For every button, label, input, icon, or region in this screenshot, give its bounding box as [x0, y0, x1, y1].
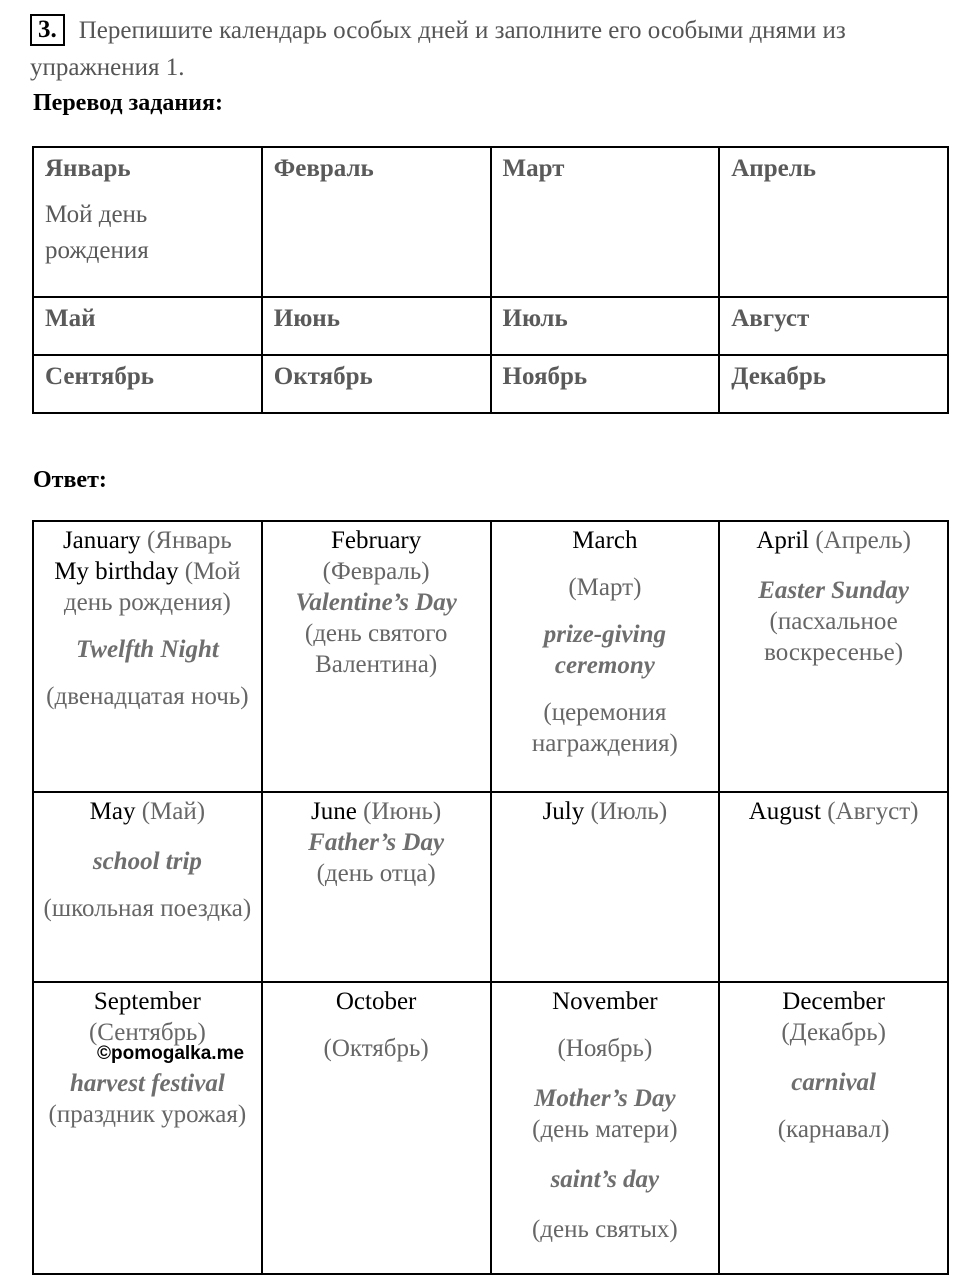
- translation-cell: [491, 297, 720, 355]
- answer-cell-april: [719, 521, 948, 792]
- answer-table: [32, 520, 949, 1275]
- event-en: school trip: [92, 848, 202, 875]
- translation-cell: [33, 297, 262, 355]
- answer-cell-march: [491, 521, 720, 792]
- event2-en: saint’s day: [550, 1166, 660, 1193]
- month-label: Февраль: [273, 155, 374, 182]
- month-ru: (Сентябрь): [88, 1019, 206, 1046]
- event-ru: (день святого Валентина): [304, 620, 448, 678]
- translation-cell: [491, 147, 720, 297]
- translation-cell: [719, 355, 948, 413]
- month-ru: (Июнь): [363, 798, 442, 825]
- task-text: [30, 12, 940, 86]
- answer-cell-october: [262, 982, 491, 1274]
- month-label: Март: [502, 155, 565, 182]
- event2-ru: (день святых): [531, 1216, 678, 1243]
- month-ru: (Февраль): [322, 558, 430, 585]
- month-label: Июль: [502, 305, 568, 332]
- month-en: January: [62, 527, 141, 554]
- month-label: Апрель: [731, 155, 816, 182]
- answer-cell-may: [33, 792, 262, 982]
- translation-cell: [33, 147, 262, 297]
- month-en: September: [93, 988, 201, 1015]
- month-ru: (Октябрь): [323, 1035, 429, 1062]
- event-ru: (карнавал): [777, 1116, 890, 1143]
- translation-cell: [719, 297, 948, 355]
- answer-cell-february: [262, 521, 491, 792]
- event-en: carnival: [791, 1069, 876, 1096]
- month-label: Январь: [45, 155, 131, 182]
- event-en: Mother’s Day: [534, 1085, 676, 1112]
- translation-cell: [262, 147, 491, 297]
- translation-cell: [719, 147, 948, 297]
- event-en: Valentine’s Day: [295, 589, 457, 616]
- month-label: Сентябрь: [45, 363, 154, 390]
- translation-heading: Перевод задания:: [33, 90, 223, 116]
- task-number: 3.: [30, 14, 65, 46]
- translation-cell: [491, 355, 720, 413]
- birthday-ru: (Мой: [184, 558, 241, 585]
- month-label: Август: [731, 305, 810, 332]
- answer-cell-june: [262, 792, 491, 982]
- month-label: Июнь: [273, 305, 340, 332]
- birthday-en: My birthday: [54, 558, 179, 585]
- month-ru: (Январь: [146, 527, 232, 554]
- month-ru: (Август): [827, 798, 919, 825]
- month-en: March: [572, 527, 638, 554]
- month-label: Октябрь: [273, 363, 373, 390]
- event-en: Easter Sunday: [758, 577, 909, 604]
- answer-cell-december: [719, 982, 948, 1274]
- event-ru: (день матери): [532, 1116, 678, 1143]
- translation-cell: [262, 355, 491, 413]
- month-en: August: [748, 798, 821, 825]
- birthday-ru-cont: день рождения): [63, 589, 231, 616]
- month-en: November: [552, 988, 658, 1015]
- translation-cell: [262, 297, 491, 355]
- month-label: Декабрь: [731, 363, 827, 390]
- answer-cell-september: [33, 982, 262, 1274]
- month-en: May: [89, 798, 136, 825]
- event-en: Twelfth Night: [75, 636, 219, 663]
- month-ru: (Май): [141, 798, 206, 825]
- event-en: harvest festival: [69, 1070, 225, 1097]
- answer-cell-november: [491, 982, 720, 1274]
- event-en: prize-giving ceremony: [543, 621, 666, 679]
- month-ru: (Апрель): [815, 527, 911, 554]
- answer-cell-august: [719, 792, 948, 982]
- month-label: Ноябрь: [502, 363, 588, 390]
- month-en: July: [542, 798, 585, 825]
- translation-table: [32, 146, 949, 414]
- month-en: June: [311, 798, 357, 825]
- event-ru: (школьная поездка): [43, 895, 252, 922]
- answer-cell-january: [33, 521, 262, 792]
- cell-note: Мой день рождения: [45, 201, 149, 264]
- event-ru: (праздник урожая): [48, 1101, 247, 1128]
- event-ru: (двенадцатая ночь): [46, 683, 249, 710]
- event-ru: (церемония награждения): [531, 699, 678, 757]
- month-ru: (Март): [568, 574, 642, 601]
- month-label: Май: [45, 305, 96, 332]
- translation-cell: [33, 355, 262, 413]
- month-ru: (Ноябрь): [557, 1035, 653, 1062]
- event-en: Father’s Day: [308, 829, 445, 856]
- month-ru: (Декабрь): [781, 1019, 886, 1046]
- month-ru: (Июль): [590, 798, 668, 825]
- event-ru: (пасхальное воскресенье): [764, 608, 904, 666]
- watermark: ©pomogalka.me: [97, 1043, 245, 1064]
- month-en: February: [331, 527, 422, 554]
- task-instruction: Перепишите календарь особых дней и заполните его особыми днями из упражнения 1.: [30, 17, 846, 81]
- event-ru: (день отца): [316, 860, 436, 887]
- answer-heading: Ответ:: [33, 467, 107, 493]
- month-en: October: [335, 988, 417, 1015]
- answer-cell-july: [491, 792, 720, 982]
- month-en: December: [782, 988, 885, 1015]
- month-en: April: [756, 527, 810, 554]
